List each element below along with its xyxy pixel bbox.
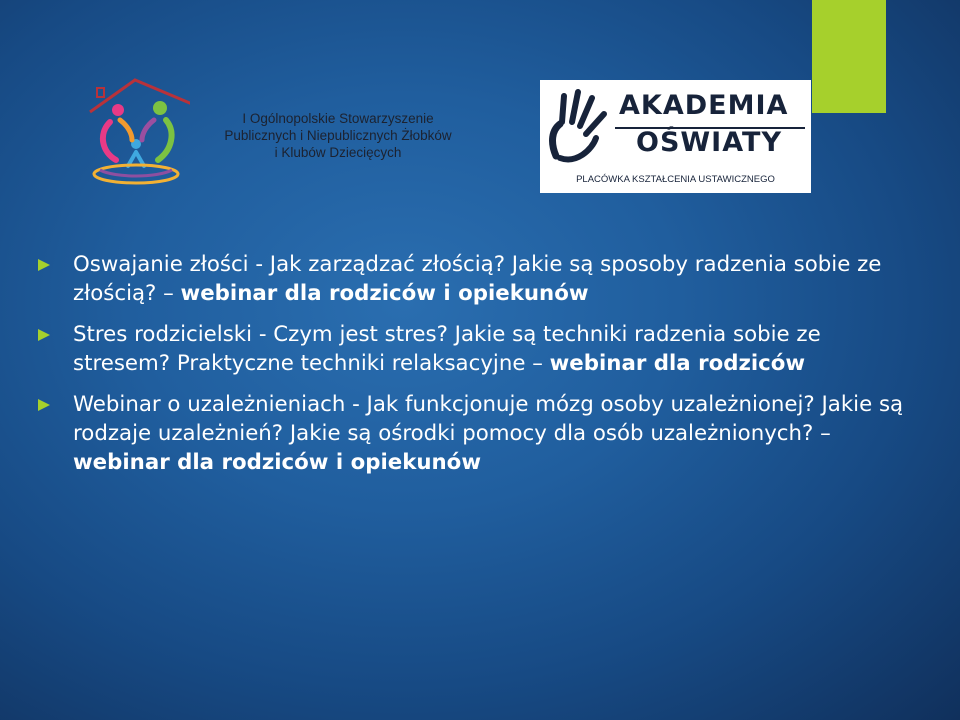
association-name [188,110,488,161]
logo-title-top: AKADEMIA [619,90,789,121]
association-logo [80,74,500,194]
bullet-text: Stres rodzicielski - Czym jest stres? Jakie są techniki radzenia sobie ze stresem? Praktyczne techniki relaksacyjne – [73,322,821,376]
list-item [38,250,908,308]
family-house-logo-icon [80,74,190,194]
bullet-arrow-icon [38,329,50,341]
association-name-line: Publicznych i Niepublicznych Żłobków [224,128,452,143]
logo-subtitle: PLACÓWKA KSZTAŁCENIA USTAWICZNEGO [576,174,775,185]
bullet-arrow-icon [38,259,50,271]
list-item [38,390,908,477]
association-name-line: i Klubów Dziecięcych [274,145,402,160]
bullet-audience: webinar dla rodziców i opiekunów [73,450,481,475]
accent-bar [812,0,886,113]
bullet-text: Webinar o uzależnieniach - Jak funkcjonuje mózg osoby uzależnionej? Jakie są rodzaje uzależnień? Jakie są ośrodki pomocy dla osób uzależnionych? – [73,392,904,446]
bullet-arrow-icon [38,399,50,411]
hand-logo-icon [546,86,614,166]
association-name-line: I Ogólnopolskie Stowarzyszenie [242,111,434,126]
bullet-audience: webinar dla rodziców [549,351,806,376]
list-item [38,320,908,378]
bullet-text: Oswajanie złości - Jak zarządzać złością? Jakie są sposoby radzenia sobie ze złością? – [73,252,882,306]
webinar-list [38,250,908,489]
logo-title-bottom: OŚWIATY [636,127,782,158]
akademia-oswiaty-logo [540,80,811,193]
bullet-audience: webinar dla rodziców i opiekunów [180,281,589,306]
